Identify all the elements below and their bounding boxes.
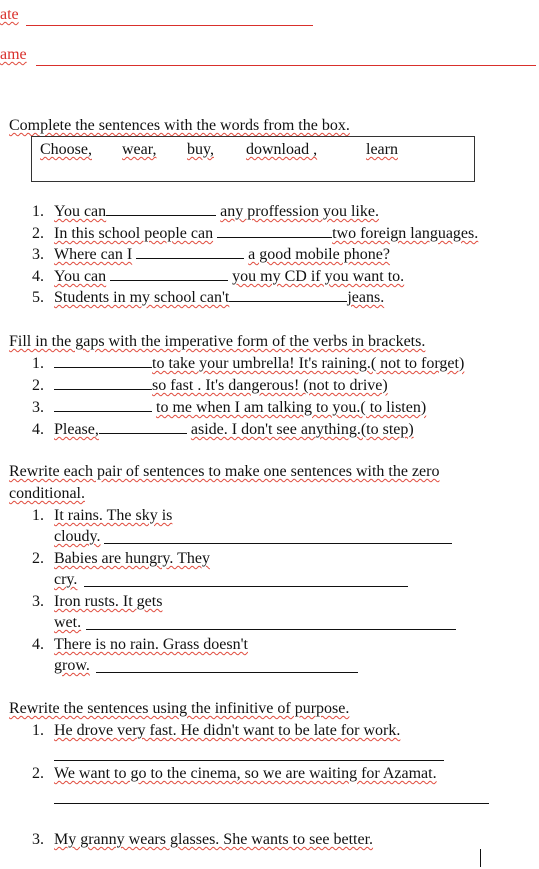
answer-line [54, 803, 489, 804]
section1-instruction: Complete the sentences with the words from the box. [9, 117, 350, 134]
name-label: ame [0, 46, 27, 63]
section3-instruction: Rewrite each pair of sentences to make one sentences with the zero [9, 463, 440, 480]
box-word: learn [366, 141, 398, 158]
list-item: 3. My granny wears glasses. She wants to see better. [32, 831, 374, 848]
box-word: Choose, [40, 141, 92, 158]
list-item: 1. You can any proffession you like. [32, 203, 379, 220]
date-label: ate [0, 6, 19, 23]
list-item: 1. He drove very fast. He didn't want to be late for work. [32, 722, 401, 739]
list-item: 4. Please, aside. I don't see anything.(to step) [32, 421, 414, 438]
list-item: 3. Where can I a good mobile phone? [32, 246, 390, 263]
answer-line [96, 672, 358, 673]
answer-line [84, 586, 408, 587]
section2-instruction: Fill in the gaps with the imperative form of the verbs in brackets. [9, 333, 426, 350]
list-item-cont: cloudy. [54, 528, 101, 545]
list-item: 2. We want to go to the cinema, so we are waiting for Azamat. [32, 765, 437, 782]
answer-line [86, 629, 456, 630]
list-item: 4. There is no rain. Grass doesn't [32, 636, 248, 653]
list-item: 1. to take your umbrella! It's raining.( not to forget) [32, 355, 465, 372]
section4-instruction: Rewrite the sentences using the infinitive of purpose. [9, 700, 350, 717]
text-cursor [480, 849, 481, 867]
list-item: 3. Iron rusts. It gets [32, 593, 163, 610]
box-word: download , [246, 141, 318, 158]
list-item-cont: cry. [54, 571, 78, 588]
box-word: buy, [187, 141, 214, 158]
box-word: wear, [122, 141, 157, 158]
list-item: 1. It rains. The sky is [32, 507, 173, 524]
word-box [31, 136, 475, 182]
date-line [26, 25, 313, 26]
list-item: 2. Babies are hungry. They [32, 550, 210, 567]
list-item: 4. You can you my CD if you want to. [32, 268, 405, 285]
list-item-cont: wet. [54, 614, 82, 631]
name-line [36, 65, 536, 66]
answer-line [104, 543, 452, 544]
list-item: 5. Students in my school can't jeans. [32, 289, 385, 306]
list-item: 2. In this school people can two foreign languages. [32, 225, 479, 242]
list-item-cont: grow. [54, 657, 90, 674]
list-item: 2. so fast . It's dangerous! (not to drive) [32, 377, 388, 394]
list-item: 3. to me when I am talking to you.( to listen) [32, 399, 427, 416]
answer-line [54, 760, 444, 761]
section3-instruction-cont: conditional. [9, 485, 85, 502]
